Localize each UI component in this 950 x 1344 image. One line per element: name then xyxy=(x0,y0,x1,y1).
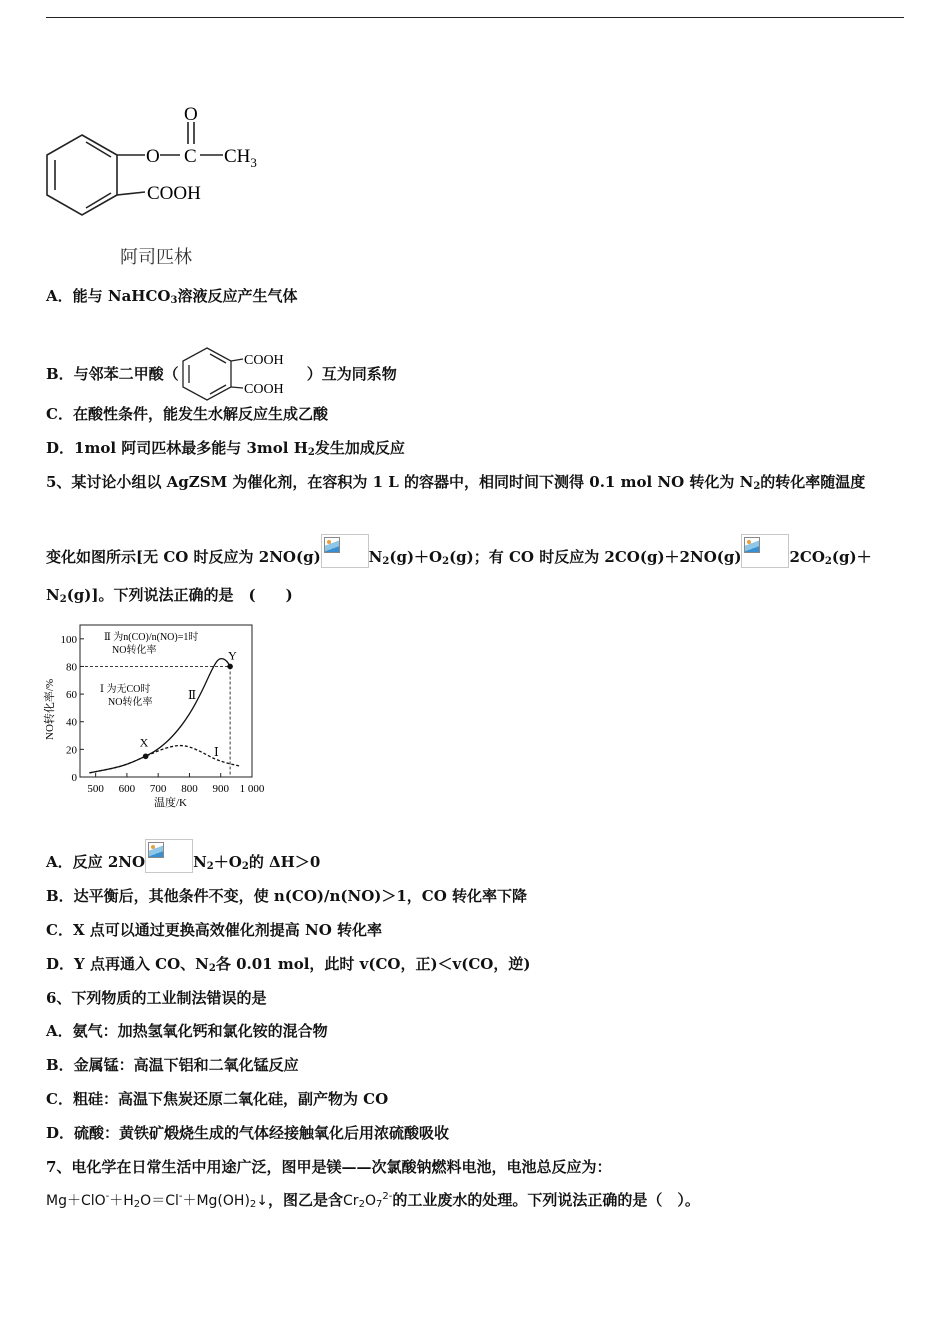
aspirin-cooh: COOH xyxy=(147,183,201,204)
aspirin-ch3: $CH_3$ xyxy=(224,146,257,170)
curve-label-ii: Ⅱ xyxy=(188,688,197,702)
q5-option-a: A．反应 2NO $N_2+O_2$的 ΔH＞0 xyxy=(46,839,320,873)
q6-option-b: B．金属锰：高温下铝和二氧化锰反应 xyxy=(46,1056,299,1074)
q6-option-d: D．硫酸：黄铁矿煅烧生成的气体经接触氧化后用浓硫酸吸收 xyxy=(46,1124,450,1142)
chart-legend-i-line2: NO转化率 xyxy=(108,697,153,708)
no-conversion-chart xyxy=(42,618,282,810)
q6-option-c: C．粗硅：高温下焦炭还原二氧化硅，副产物为 CO xyxy=(46,1090,389,1108)
chart-legend-ii-line2: NO转化率 xyxy=(112,645,157,656)
chart-frame xyxy=(80,625,252,777)
q7-stem-line2: $Mg+ClO^-+H_2O=Cl^-+Mg(OH)_2↓$，图乙是含$Cr_2O_7^{2-}$的工业废水的处理。下列说法正确的是（ ）。 xyxy=(46,1191,700,1210)
aspirin-o-link: O xyxy=(146,146,160,167)
aspirin-o-top: O xyxy=(184,104,198,125)
broken-image-icon xyxy=(148,842,164,858)
reaction-arrow-image-3 xyxy=(145,839,193,873)
q5-option-b: B．达平衡后，其他条件不变，使 n(CO)/n(NO)＞1，CO 转化率下降 xyxy=(46,887,528,905)
data-point-label-y: Y xyxy=(228,648,237,663)
data-point-y xyxy=(227,664,233,670)
curve-label-i: Ⅰ xyxy=(214,745,219,759)
aspirin-c: C xyxy=(184,146,197,167)
y-tick-label: 0 xyxy=(71,772,77,784)
reaction-arrow-image-1 xyxy=(321,534,369,568)
data-point-label-x: X xyxy=(139,735,149,750)
broken-image-icon xyxy=(744,537,760,553)
y-tick-label: 60 xyxy=(66,689,77,702)
q7-stem-line1: 7、电化学在日常生活中用途广泛，图甲是镁——次氯酸钠燃料电池，电池总反应为： xyxy=(46,1158,612,1176)
chart-ylabel: NO转化率/% xyxy=(44,678,56,740)
phthalic-acid-structure xyxy=(179,345,307,401)
y-tick-label: 100 xyxy=(60,633,77,646)
q6-option-a: A．氨气：加热氢氧化钙和氯化铵的混合物 xyxy=(46,1022,328,1040)
y-tick-label: 20 xyxy=(66,744,77,757)
broken-image-icon xyxy=(324,537,340,553)
q5-option-d: D．Y 点再通入 CO、$N_2$各 0.01 mol，此时 v(CO，正)＜v(CO，逆) xyxy=(46,955,531,974)
y-tick-label: 80 xyxy=(66,661,77,674)
chart-legend-ii-line1: Ⅱ 为n(CO)/n(NO)=1时 xyxy=(104,632,199,643)
x-tick-label: 500 xyxy=(87,783,104,795)
q5-stem-line2: 变化如图所示[无 CO 时反应为 2NO(g) $N_2(g)+O_2(g)$；有 CO 时反应为 2CO(g)＋2NO(g) $2CO_2(g)+$ xyxy=(46,534,872,568)
data-point-x xyxy=(143,753,149,759)
q5-stem-line1: 5、某讨论小组以 AgZSM 为催化剂，在容积为 1 L 的容器中，相同时间下测得 0.1 mol NO 转化为 $N_2$的转化率随温度 xyxy=(46,473,866,492)
x-tick-label: 600 xyxy=(118,783,136,795)
x-tick-label: 1 000 xyxy=(239,783,265,795)
q4-option-c: C．在酸性条件，能发生水解反应生成乙酸 xyxy=(46,405,328,423)
x-tick-label: 900 xyxy=(212,783,229,795)
aspirin-caption: 阿司匹林 xyxy=(120,247,192,268)
aspirin-structure xyxy=(40,100,280,275)
q7-cell-equation: $Mg+ClO^-+H_2O=Cl^-+Mg(OH)_2↓$ xyxy=(46,1191,269,1210)
q5-option-c: C．X 点可以通过更换高效催化剂提高 NO 转化率 xyxy=(46,921,383,939)
q4-option-b: B．与邻苯二甲酸（ COOH COOH ）互为同系物 xyxy=(46,345,397,401)
phthalic-cooh-top: COOH xyxy=(243,353,284,368)
q4-option-d: D．1mol 阿司匹林最多能与 3mol $H_2$发生加成反应 xyxy=(46,439,405,458)
q6-stem: 6、下列物质的工业制法错误的是 xyxy=(46,989,267,1007)
top-rule xyxy=(46,17,904,18)
chart-legend-i-line1: Ⅰ 为无CO时 xyxy=(100,684,151,695)
x-tick-label: 700 xyxy=(149,783,167,795)
q5-stem-line3: $N_2(g)$]。下列说法正确的是 ( ) xyxy=(46,586,293,605)
q4-option-a: A．能与 NaHCO$_3$溶液反应产生气体 xyxy=(46,287,298,306)
phthalic-cooh-bottom: COOH xyxy=(243,382,284,397)
chart-xlabel: 温度/K xyxy=(154,797,187,809)
y-tick-label: 40 xyxy=(66,716,77,729)
reaction-arrow-image-2 xyxy=(741,534,789,568)
q7-dichromate-ion: $Cr_2O_7^{2-}$ xyxy=(343,1191,393,1210)
x-tick-label: 800 xyxy=(181,783,198,795)
